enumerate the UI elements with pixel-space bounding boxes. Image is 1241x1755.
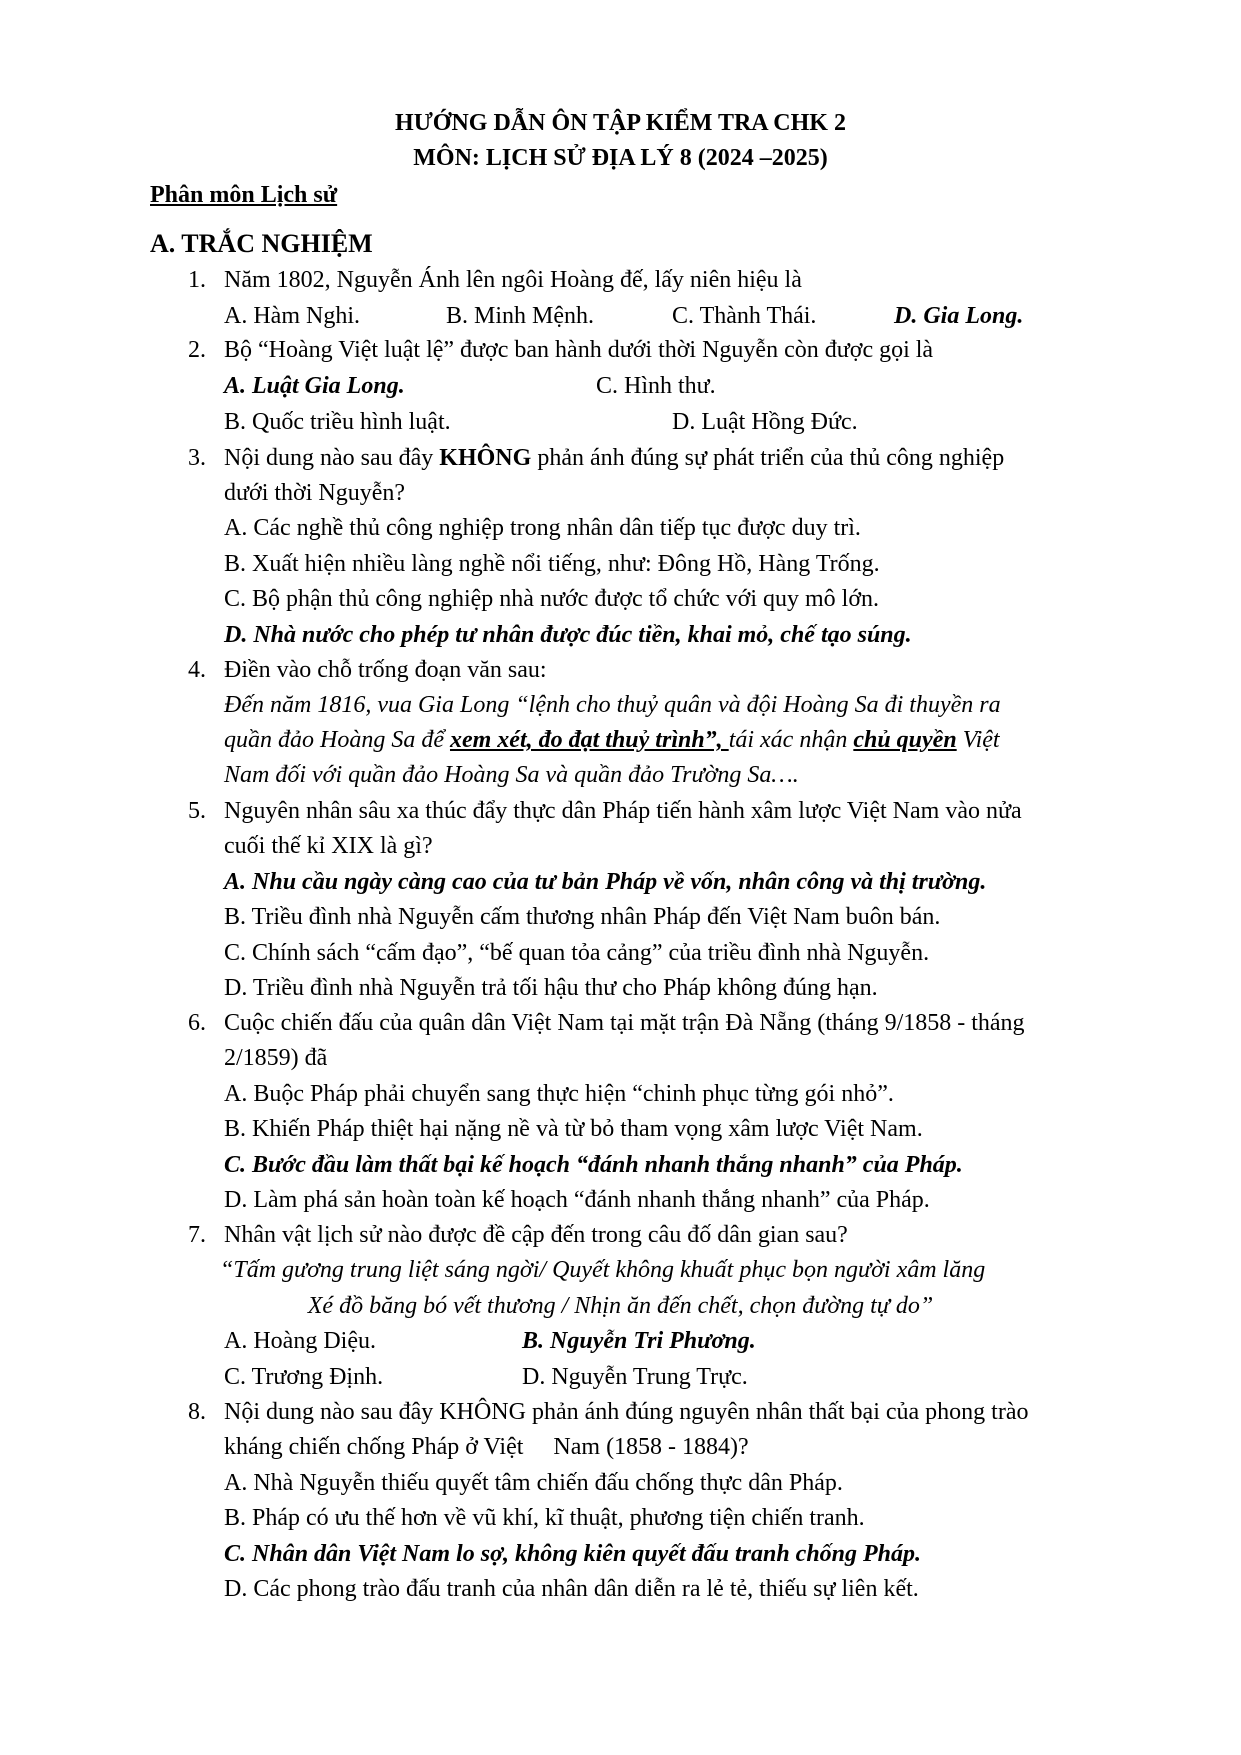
option-c-answer: C. Nhân dân Việt Nam lo sợ, không kiên quyết đấu tranh chống Pháp.	[224, 1541, 922, 1567]
question-text-continued: kháng chiến chống Pháp ở Việt Nam (1858 - 1884)?	[224, 1434, 749, 1460]
option-a-answer: A. Nhu cầu ngày càng cao của tư bản Pháp về vốn, nhân công và thị trường.	[224, 869, 987, 895]
fill-answer-1: xem xét, đo đạt thuỷ trình”,	[449, 727, 729, 753]
question-text: Nhân vật lịch sử nào được đề cập đến trong câu đố dân gian sau?	[224, 1222, 848, 1248]
question-number: 2.	[188, 337, 206, 363]
question-text: Cuộc chiến đấu của quân dân Việt Nam tại mặt trận Đà Nẵng (tháng 9/1858 - tháng	[224, 1010, 1025, 1036]
question-text: Nội dung nào sau đây KHÔNG phản ánh đúng sự phát triển của thủ công nghiệp	[224, 445, 1005, 471]
question-text: Năm 1802, Nguyễn Ánh lên ngôi Hoàng đế, lấy niên hiệu là	[224, 267, 802, 293]
question-number: 8.	[188, 1399, 206, 1425]
question-number: 7.	[188, 1222, 206, 1248]
option-d-answer: D. Nhà nước cho phép tư nhân được đúc tiền, khai mỏ, chế tạo súng.	[224, 622, 912, 648]
option-d: D. Làm phá sản hoàn toàn kế hoạch “đánh nhanh thắng nhanh” của Pháp.	[224, 1187, 930, 1213]
option-b: B. Minh Mệnh.	[446, 303, 595, 329]
question-text: Bộ “Hoàng Việt luật lệ” được ban hành dưới thời Nguyễn còn được gọi là	[224, 337, 934, 363]
option-a: A. Các nghề thủ công nghiệp trong nhân dân tiếp tục được duy trì.	[224, 515, 861, 541]
option-a: A. Nhà Nguyễn thiếu quyết tâm chiến đấu chống thực dân Pháp.	[224, 1470, 843, 1496]
question-text: Nội dung nào sau đây KHÔNG phản ánh đúng nguyên nhân thất bại của phong trào	[224, 1399, 1029, 1425]
option-c: C. Hình thư.	[596, 373, 716, 399]
question-text-continued: 2/1859) đã	[224, 1045, 328, 1071]
passage-line: Đến năm 1816, vua Gia Long “lệnh cho thuỷ quân và đội Hoàng Sa đi thuyền ra	[224, 692, 1001, 718]
question-number: 3.	[188, 445, 206, 471]
question-number: 6.	[188, 1010, 206, 1036]
option-a: A. Buộc Pháp phải chuyển sang thực hiện “chinh phục từng gói nhỏ”.	[224, 1081, 894, 1107]
option-c: C. Trương Định.	[224, 1364, 384, 1390]
keyword-not: KHÔNG	[439, 445, 532, 471]
question-number: 1.	[188, 267, 206, 293]
option-d: D. Triều đình nhà Nguyễn trả tối hậu thư cho Pháp không đúng hạn.	[224, 975, 878, 1001]
option-a: A. Hàm Nghi.	[224, 303, 360, 329]
passage-line: Nam đối với quần đảo Hoàng Sa và quần đảo Trường Sa….	[224, 762, 799, 788]
option-b: B. Quốc triều hình luật.	[224, 409, 451, 435]
option-c-answer: C. Bước đầu làm thất bại kế hoạch “đánh nhanh thắng nhanh” của Pháp.	[224, 1152, 963, 1178]
option-b: B. Xuất hiện nhiều làng nghề nổi tiếng, như: Đông Hồ, Hàng Trống.	[224, 551, 880, 577]
subject-heading: Phân môn Lịch sử	[150, 182, 338, 208]
question-text: Điền vào chỗ trống đoạn văn sau:	[224, 657, 547, 683]
question-number: 4.	[188, 657, 206, 683]
option-b-answer: B. Nguyễn Tri Phương.	[522, 1328, 756, 1354]
option-c: C. Bộ phận thủ công nghiệp nhà nước được tổ chức với quy mô lớn.	[224, 586, 880, 612]
option-d: D. Nguyễn Trung Trực.	[522, 1364, 748, 1390]
option-d: D. Các phong trào đấu tranh của nhân dân diễn ra lẻ tẻ, thiếu sự liên kết.	[224, 1576, 919, 1602]
option-b: B. Khiến Pháp thiệt hại nặng nề và từ bỏ tham vọng xâm lược Việt Nam.	[224, 1116, 923, 1142]
passage-line: quần đảo Hoàng Sa để xem xét, đo đạt thuỷ trình”, tái xác nhận chủ quyền Việt	[224, 727, 1000, 753]
option-b: B. Triều đình nhà Nguyễn cấm thương nhân Pháp đến Việt Nam buôn bán.	[224, 904, 941, 930]
question-number: 5.	[188, 798, 206, 824]
section-heading: A. TRẮC NGHIỆM	[150, 229, 373, 258]
question-text-continued: cuối thế kỉ XIX là gì?	[224, 833, 433, 859]
question-text-continued: dưới thời Nguyễn?	[224, 480, 406, 506]
option-a: A. Hoàng Diệu.	[224, 1328, 376, 1354]
option-c: C. Thành Thái.	[672, 303, 817, 329]
option-b: B. Pháp có ưu thế hơn về vũ khí, kĩ thuật, phương tiện chiến tranh.	[224, 1505, 865, 1531]
fill-answer-2: chủ quyền	[853, 727, 957, 753]
option-c: C. Chính sách “cấm đạo”, “bế quan tỏa cảng” của triều đình nhà Nguyễn.	[224, 940, 930, 966]
option-d: D. Luật Hồng Đức.	[672, 409, 858, 435]
verse-line: “Tấm gương trung liệt sáng ngời/ Quyết không khuất phục bọn người xâm lăng	[220, 1257, 986, 1283]
verse-line: Xé đồ băng bó vết thương / Nhịn ăn đến chết, chọn đường tự do”	[307, 1293, 934, 1319]
question-text: Nguyên nhân sâu xa thúc đẩy thực dân Pháp tiến hành xâm lược Việt Nam vào nửa	[224, 798, 1022, 824]
option-a-answer: A. Luật Gia Long.	[224, 373, 405, 399]
document-title-line2: MÔN: LỊCH SỬ ĐỊA LÝ 8 (2024 –2025)	[413, 145, 828, 171]
document-title-line1: HƯỚNG DẪN ÔN TẬP KIỂM TRA CHK 2	[395, 110, 846, 136]
option-d-answer: D. Gia Long.	[894, 303, 1024, 329]
